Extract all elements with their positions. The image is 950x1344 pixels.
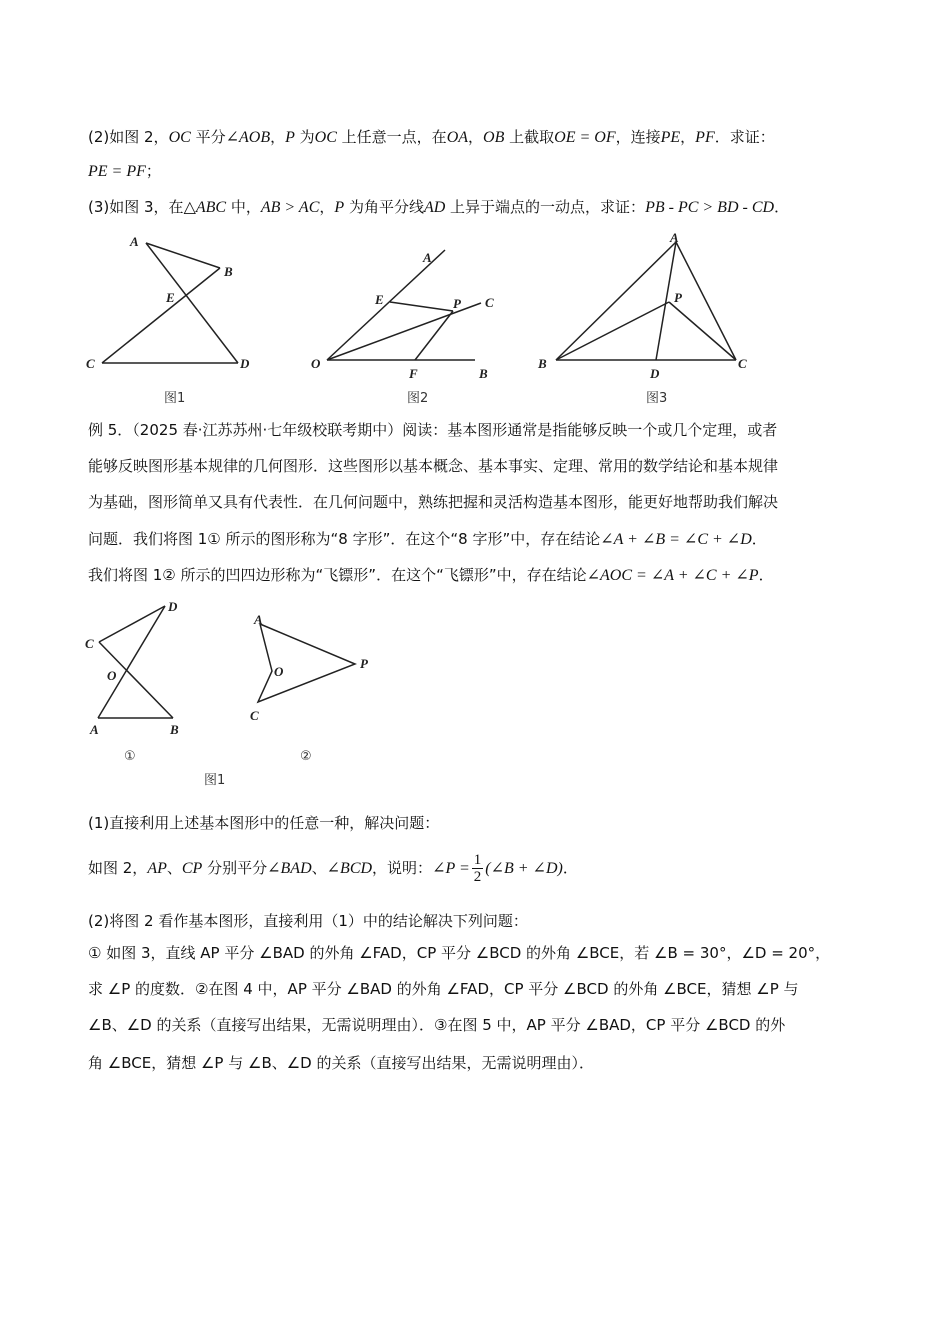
part-2-line-4: ∠B、∠D 的关系（直接写出结果，无需说明理由）．③在图 5 中，AP 平分 ∠BAD，CP 平分 ∠BCD 的外	[88, 1016, 786, 1034]
figure-1-basic-shapes	[80, 596, 400, 796]
dart-label-a: A	[254, 612, 263, 627]
f8-label-a: A	[90, 722, 99, 737]
dart-shape	[258, 624, 355, 702]
fig2-label-b: B	[479, 366, 488, 381]
part-1-line-1: (1)直接利用上述基本图形中的任意一种，解决问题：	[88, 814, 440, 832]
figure-8-shape	[98, 606, 173, 718]
figure-3-triangle	[530, 228, 760, 408]
fig3-label-c: C	[738, 356, 747, 371]
fig2-label-o: O	[311, 356, 321, 371]
fig2-label-f: F	[409, 366, 418, 381]
dart-label-p: P	[360, 656, 368, 671]
figure-2-angle-bisector	[305, 228, 515, 408]
part-2-line-3: 求 ∠P 的度数．②在图 4 中，AP 平分 ∠BAD 的外角 ∠FAD，CP 平分 ∠BCD 的外角 ∠BCE，猜想 ∠P 与	[88, 980, 799, 998]
dart-caption: ②	[300, 749, 312, 764]
example-5-line-2: 能够反映图形基本规律的几何图形．这些图形以基本概念、基本事实、定理、常用的数学结论和基本规律	[88, 457, 779, 475]
fig3-label-b: B	[538, 356, 547, 371]
f8-caption: ①	[124, 749, 136, 764]
figure-1-caption: 图1	[204, 773, 226, 788]
fig2-label-e: E	[375, 292, 384, 307]
question-2-line-1: (2)如图 2，OC 平分∠AOB，P 为OC 上任意一点，在OA，OB 上截取OE = OF，连接PE，PF．求证：	[88, 128, 775, 146]
f8-label-c: C	[85, 636, 94, 651]
fig1-label-a: A	[130, 234, 139, 249]
part-2-line-1: (2)将图 2 看作基本图形，直接利用（1）中的结论解决下列问题：	[88, 912, 528, 930]
question-2-line-2: PE = PF；	[88, 162, 161, 180]
figure-1-hourglass	[80, 228, 270, 408]
dart-label-c: C	[250, 708, 259, 723]
example-5-line-3: 为基础，图形简单又具有代表性．在几何问题中，熟练把握和灵活构造基本图形，能更好地帮助我们解决	[88, 493, 779, 511]
fig2-label-a: A	[423, 250, 432, 265]
part-2-line-5: 角 ∠BCE，猜想 ∠P 与 ∠B、∠D 的关系（直接写出结果，无需说明理由）．	[88, 1054, 594, 1072]
example-5-line-1: 例 5．（2025 春·江苏苏州·七年级校联考期中）阅读：基本图形通常是指能够反映一个或几个定理，或者	[88, 421, 778, 439]
fig3-label-a: A	[670, 230, 679, 245]
fig1-label-d: D	[240, 356, 250, 371]
fig3-label-p: P	[674, 290, 682, 305]
fig3-label-d: D	[650, 366, 660, 381]
example-5-line-5: 我们将图 1② 所示的凹四边形称为“飞镖形”．在这个“飞镖形”中，存在结论∠AOC = ∠A + ∠C + ∠P．	[88, 566, 774, 584]
part-2-line-2: ① 如图 3，直线 AP 平分 ∠BAD 的外角 ∠FAD，CP 平分 ∠BCD 的外角 ∠BCE，若 ∠B = 30°，∠D = 20°，	[88, 944, 831, 962]
fig3-caption: 图3	[646, 391, 668, 406]
f8-label-b: B	[170, 722, 179, 737]
fig1-caption: 图1	[164, 391, 186, 406]
fig2-label-c: C	[485, 295, 494, 310]
fig1-label-c: C	[86, 356, 95, 371]
f8-label-o: O	[107, 668, 117, 683]
dart-label-o: O	[274, 664, 284, 679]
question-3: (3)如图 3，在△ABC 中，AB > AC，P 为角平分线AD 上异于端点的一动点，求证：PB - PC > BD - CD．	[88, 198, 790, 216]
f8-label-d: D	[168, 599, 178, 614]
fig2-label-p: P	[453, 296, 461, 311]
fig1-label-b: B	[224, 264, 233, 279]
fraction-one-half: $\frac{1}{2}$	[473, 852, 482, 885]
fig1-label-e: E	[166, 290, 175, 305]
example-5-line-4: 问题．我们将图 1① 所示的图形称为“8 字形”．在这个“8 字形”中，存在结论∠A + ∠B = ∠C + ∠D．	[88, 530, 767, 548]
part-1-line-2: 如图 2，AP、CP 分别平分∠BAD、∠BCD，说明：∠P = $\frac{1}{2}$ (∠B + ∠D)．	[88, 852, 578, 885]
fig2-caption: 图2	[407, 391, 429, 406]
